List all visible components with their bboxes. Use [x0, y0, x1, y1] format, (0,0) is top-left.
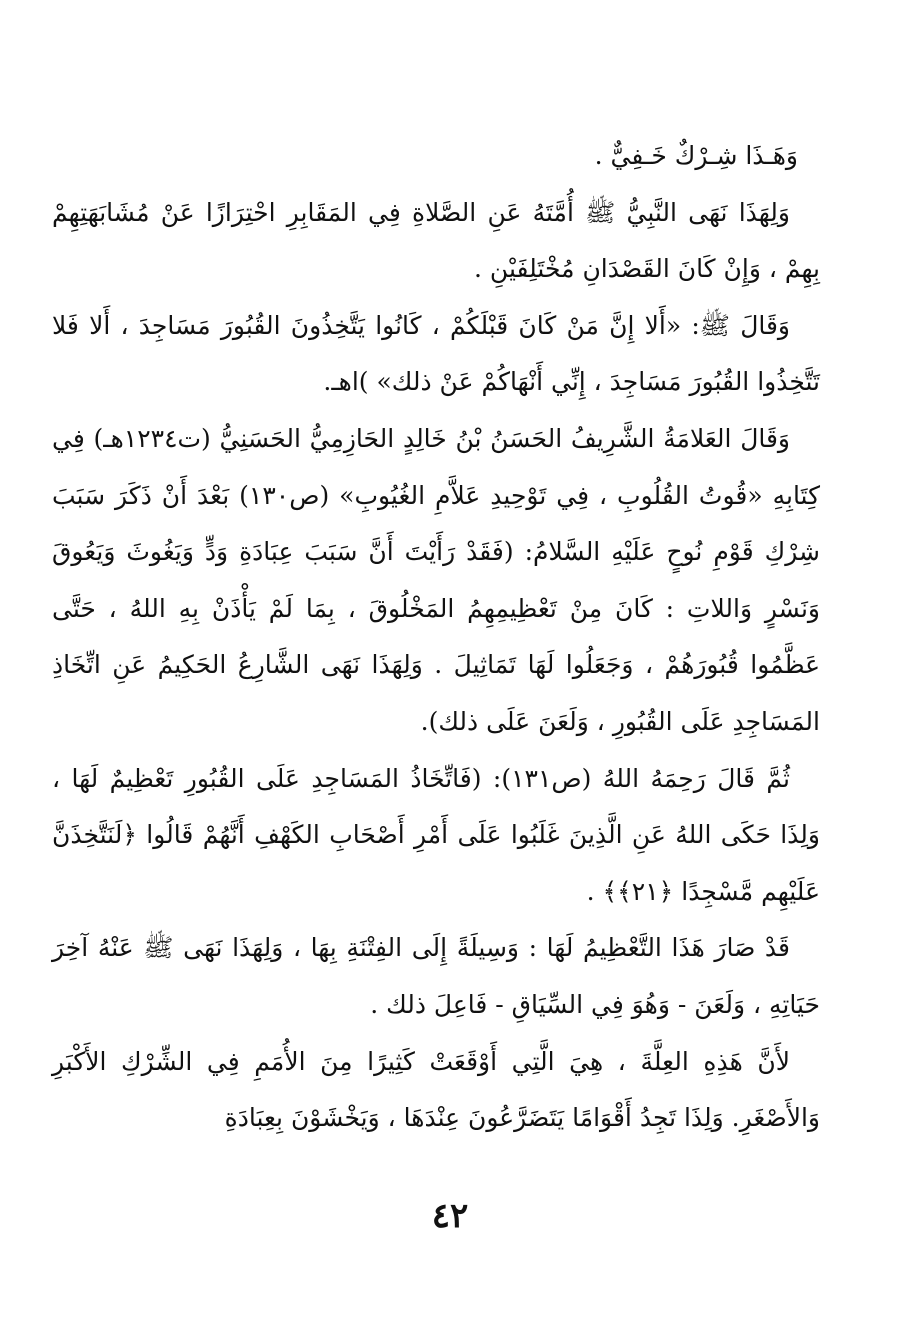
paragraph-6: قَدْ صَارَ هَذَا التَّعْظِيمُ لَهَا : وَسِيلَةً إِلَى الفِتْنَةِ بِهَا ، وَلِهَذَا نَهَى ﷺ عَنْهُ آخِرَ حَيَاتِهِ ، وَلَعَنَ - وَهُوَ فِي السِّيَاقِ - فَاعِلَ ذلك . [52, 933, 820, 1019]
paragraph-4: وَقَالَ العَلامَةُ الشَّرِيفُ الحَسَنُ بْنُ خَالِدٍ الحَازِمِيُّ الحَسَنِيُّ (ت١٢٣٤هـ) فِي كِتَابِهِ «قُوتُ القُلُوبِ ، فِي تَوْحِيدِ عَلاَّمِ الغُيُوبِ» (ص١٣٠) بَعْدَ أَنْ ذَكَرَ سَبَبَ شِرْكِ قَوْمِ نُوحٍ عَلَيْهِ السَّلامُ: (فَقَدْ رَأَيْتَ أَنَّ سَبَبَ عِبَادَةِ وَدٍّ وَيَغُوثَ وَيَعُوقَ وَنَسْرٍ وَاللاتِ : كَانَ مِنْ تَعْظِيمِهِمُ المَخْلُوقَ ، بِمَا لَمْ يَأْذَنْ بِهِ اللهُ ، حَتَّى عَظَّمُوا قُبُورَهُمْ ، وَجَعَلُوا لَهَا تَمَاثِيلَ . وَلِهَذَا نَهَى الشَّارِعُ الحَكِيمُ عَنِ اتِّخَاذِ المَسَاجِدِ عَلَى القُبُورِ ، وَلَعَنَ عَلَى ذلك). [52, 423, 821, 736]
body-text [52, 128, 820, 1147]
paragraph-7: لأَنَّ هَذِهِ العِلَّةَ ، هِيَ الَّتِي أَوْقَعَتْ كَثِيرًا مِنَ الأُمَمِ فِي الشِّرْكِ الأَكْبَرِ وَالأَصْغَرِ. وَلِذَا تَجِدُ أَقْوَامًا يَتَضَرَّعُونَ عِنْدَهَا ، وَيَخْشَوْنَ بِعِبَادَةِ [52, 1046, 820, 1133]
paragraph-5: ثُمَّ قَالَ رَحِمَهُ اللهُ (ص١٣١): (فَاتِّخَاذُ المَسَاجِدِ عَلَى القُبُورِ تَعْظِيمٌ لَهَا ، وَلِذَا حَكَى اللهُ عَنِ الَّذِينَ غَلَبُوا عَلَى أَمْرِ أَصْحَابِ الكَهْفِ أَنَّهُمْ قَالُوا ﴿لَنَتَّخِذَنَّ عَلَيْهِم مَّسْجِدًا ﴿٢١﴾﴾ . [52, 763, 820, 906]
paragraph-3: وَقَالَ ﷺ: «أَلا إِنَّ مَنْ كَانَ قَبْلَكُمْ ، كَانُوا يَتَّخِذُونَ القُبُورَ مَسَاجِدَ ، أَلا فَلا تَتَّخِذُوا القُبُورَ مَسَاجِدَ ، إِنِّي أَنْهَاكُمْ عَنْ ذلك» )اهـ. [52, 310, 820, 397]
paragraph-1: وَهَـذَا شِـرْكٌ خَـفِيٌّ . [594, 141, 798, 170]
paragraph-2: وَلِهَذَا نَهَى النَّبِيُّ ﷺ أُمَّتَهُ عَنِ الصَّلاةِ فِي المَقَابِرِ احْتِرَازًا عَنْ مُشَابَهَتِهِمْ بِهِمْ ، وَإِنْ كَانَ القَصْدَانِ مُخْتَلِفَيْنِ . [52, 197, 820, 284]
page-number: ٤٢ [431, 1196, 469, 1236]
